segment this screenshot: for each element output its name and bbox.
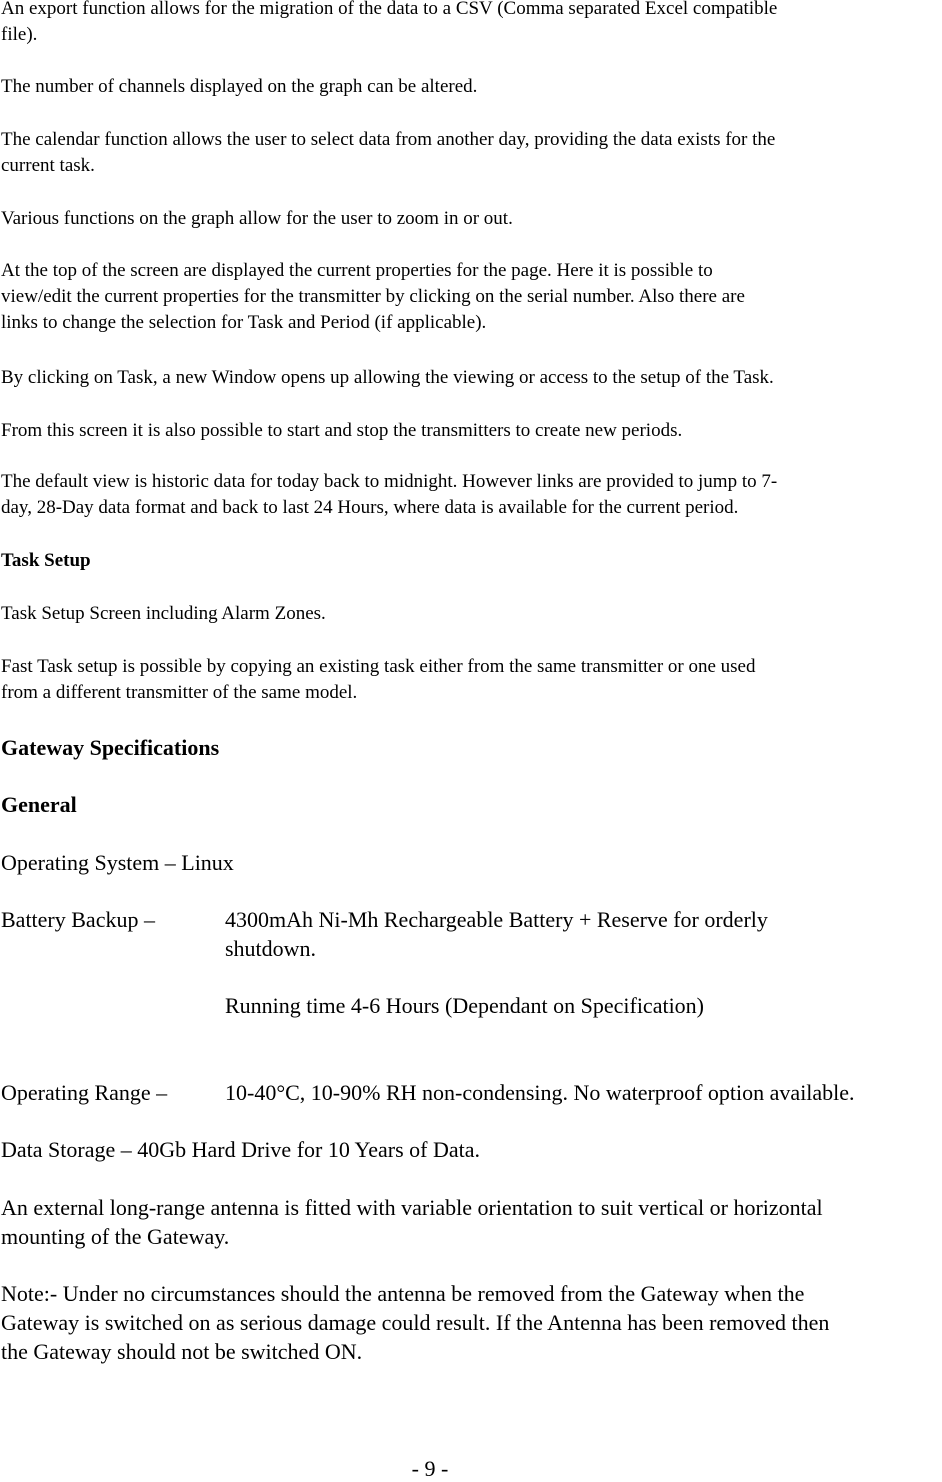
spec-operating-system: Operating System – Linux	[1, 850, 234, 875]
paragraph-antenna	[1, 1193, 823, 1251]
paragraph-start-stop: From this screen it is also possible to start and stop the transmitters to create new periods.	[1, 420, 683, 441]
spec-value	[225, 905, 768, 963]
text-line: At the top of the screen are displayed the current properties for the page. Here it is possible to	[1, 260, 713, 281]
text-line: The calendar function allows the user to select data from another day, providing the data exists for the	[1, 129, 776, 150]
paragraph-default-view	[1, 469, 777, 521]
text-line: the Gateway should not be switched ON.	[1, 1339, 363, 1364]
heading-task-setup: Task Setup	[1, 550, 91, 571]
paragraph-properties	[1, 258, 745, 336]
text-line: Fast Task setup is possible by copying an existing task either from the same transmitter or one used	[1, 656, 756, 677]
text-line: 4300mAh Ni-Mh Rechargeable Battery + Reserve for orderly	[225, 907, 768, 932]
text-line: Gateway is switched on as serious damage could result. If the Antenna has been removed then	[1, 1310, 830, 1335]
heading-general: General	[1, 792, 77, 817]
paragraph-task-click: By clicking on Task, a new Window opens up allowing the viewing or access to the setup of the Task.	[1, 367, 774, 388]
paragraph-note	[1, 1279, 829, 1366]
text-line: An export function allows for the migration of the data to a CSV (Comma separated Excel compatible	[1, 0, 778, 19]
paragraph-export	[1, 0, 777, 48]
paragraph-zoom: Various functions on the graph allow for the user to zoom in or out.	[1, 208, 513, 229]
text-line: Note:- Under no circumstances should the antenna be removed from the Gateway when the	[1, 1281, 805, 1306]
text-line: shutdown.	[225, 936, 317, 961]
text-line: from a different transmitter of the same model.	[1, 682, 358, 703]
text-line: mounting of the Gateway.	[1, 1224, 230, 1249]
spec-value: 10-40°C, 10-90% RH non-condensing. No waterproof option available.	[225, 1080, 855, 1105]
text-line: file).	[1, 24, 38, 45]
paragraph-channels: The number of channels displayed on the graph can be altered.	[1, 76, 478, 97]
text-line: An external long-range antenna is fitted with variable orientation to suit vertical or horizontal	[1, 1195, 823, 1220]
paragraph-fast-setup	[1, 654, 756, 706]
text-line: day, 28-Day data format and back to last 24 Hours, where data is available for the current period.	[1, 497, 739, 518]
text-line: current task.	[1, 155, 95, 176]
paragraph-calendar	[1, 127, 775, 179]
page-number: - 9 -	[411, 1456, 449, 1481]
paragraph-task-setup-screen: Task Setup Screen including Alarm Zones.	[1, 603, 326, 624]
spec-label: Operating Range –	[1, 1080, 168, 1105]
spec-data-storage: Data Storage – 40Gb Hard Drive for 10 Years of Data.	[1, 1137, 480, 1162]
heading-gateway-specifications: Gateway Specifications	[1, 735, 220, 760]
text-line: The default view is historic data for today back to midnight. However links are provided to jump to 7-	[1, 471, 778, 492]
spec-label: Battery Backup –	[1, 907, 155, 932]
text-line: links to change the selection for Task and Period (if applicable).	[1, 312, 487, 333]
text-line: view/edit the current properties for the transmitter by clicking on the serial number. Also there are	[1, 286, 745, 307]
spec-runtime: Running time 4-6 Hours (Dependant on Specification)	[225, 993, 705, 1018]
